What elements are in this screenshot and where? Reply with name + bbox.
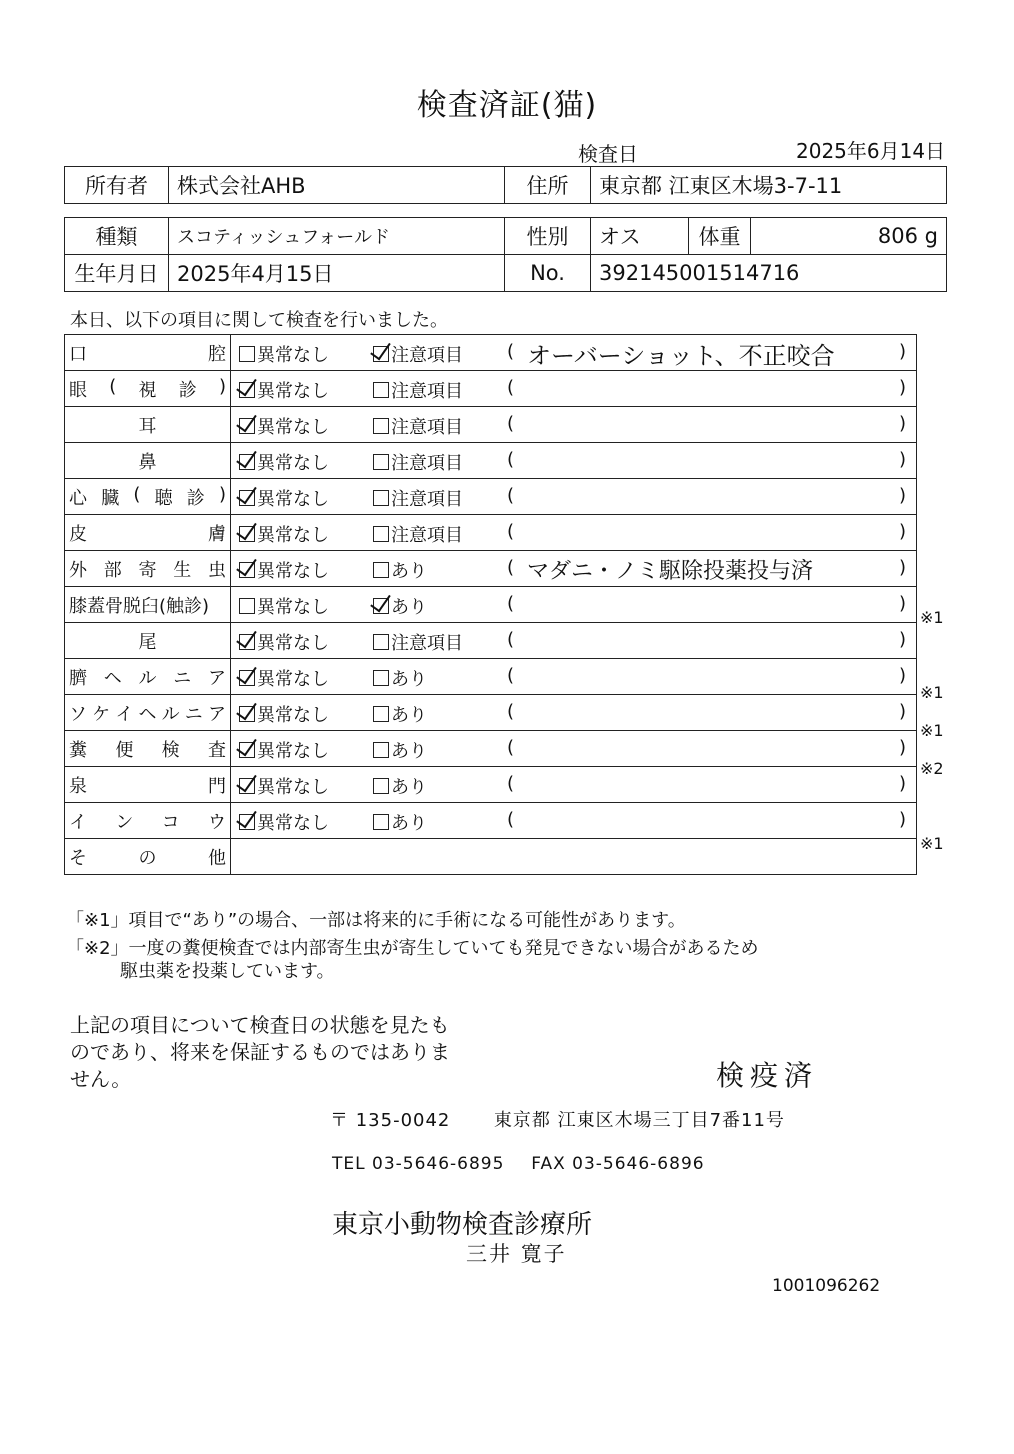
clinic-fax: FAX 03-5646-6896 — [531, 1154, 705, 1174]
checked-box-icon — [239, 454, 255, 470]
owner-value: 株式会社AHB — [169, 167, 505, 204]
paren-close: ) — [899, 449, 907, 470]
exam-item-result — [231, 335, 917, 371]
exam-row — [65, 479, 917, 515]
checkbox-icon — [239, 598, 255, 614]
breed-label: 種類 — [65, 218, 169, 255]
checkbox-icon — [373, 490, 389, 506]
exam-item-result — [231, 803, 917, 839]
option-attention[interactable] — [373, 773, 427, 799]
exam-item-result — [231, 371, 917, 407]
exam-items-table — [64, 334, 917, 875]
option-attention[interactable] — [373, 701, 427, 727]
checkbox-icon — [373, 418, 389, 434]
exam-item-name: 耳 — [65, 407, 231, 443]
checkbox-icon — [373, 526, 389, 542]
exam-row — [65, 587, 917, 623]
option-normal[interactable] — [239, 557, 329, 583]
option-attention[interactable] — [373, 485, 463, 511]
option-attention[interactable] — [373, 593, 427, 619]
serial-number: 1001096262 — [772, 1276, 881, 1296]
paren-close: ) — [899, 809, 907, 830]
clinic-tel: TEL 03-5646-6895 — [332, 1154, 505, 1174]
exam-item-result — [231, 551, 917, 587]
paren-close: ) — [899, 701, 907, 722]
exam-item-name: 尾 — [65, 623, 231, 659]
option-normal[interactable] — [239, 521, 329, 547]
exam-row — [65, 803, 917, 839]
exam-item-result — [231, 623, 917, 659]
option-attention[interactable] — [373, 341, 463, 367]
quarantine-stamp: 検疫済 — [716, 1059, 819, 1092]
exam-item-result — [231, 443, 917, 479]
sex-label: 性別 — [505, 218, 591, 255]
paren-open: ( — [507, 413, 515, 434]
footnote-mark: ※1 — [920, 607, 944, 627]
exam-row — [65, 731, 917, 767]
option-normal[interactable] — [239, 629, 329, 655]
option-attention[interactable] — [373, 737, 427, 763]
exam-row — [65, 407, 917, 443]
exam-item-name: 皮 膚 — [65, 515, 231, 551]
option-normal[interactable] — [239, 701, 329, 727]
paren-open: ( — [507, 629, 515, 650]
exam-item-name: 泉 門 — [65, 767, 231, 803]
checkbox-icon — [373, 454, 389, 470]
option-label: 異常なし — [257, 381, 329, 402]
closing-statement: 上記の項目について検査日の状態を見たものであり、将来を保証するものではありません。 — [70, 1013, 450, 1091]
address-value: 東京都 江東区木場3-7-11 — [591, 167, 947, 204]
option-label: 異常なし — [257, 669, 329, 690]
exam-row — [65, 695, 917, 731]
checked-box-icon — [239, 382, 255, 398]
paren-open: ( — [507, 521, 515, 542]
footnote-mark: ※2 — [920, 758, 944, 778]
option-attention[interactable] — [373, 449, 463, 475]
option-label: 異常なし — [257, 777, 329, 798]
document-title: 検査済証(猫) — [416, 88, 598, 123]
exam-row — [65, 767, 917, 803]
no-value: 392145001514716 — [591, 255, 947, 292]
option-label: 異常なし — [257, 633, 329, 654]
option-normal[interactable] — [239, 593, 329, 619]
option-attention[interactable] — [373, 809, 427, 835]
option-label: あり — [391, 777, 427, 798]
option-label: 異常なし — [257, 597, 329, 618]
exam-item-result — [231, 407, 917, 443]
clinic-postal: 〒 135-0042 — [330, 1110, 451, 1131]
exam-intro: 本日、以下の項目に関して検査を行いました。 — [70, 310, 448, 331]
exam-comment: オーバーショット、不正咬合 — [527, 342, 835, 370]
clinic-contact-line — [332, 1154, 705, 1174]
other-value[interactable] — [231, 839, 917, 875]
option-normal[interactable] — [239, 413, 329, 439]
paren-open: ( — [507, 593, 515, 614]
pet-table — [64, 217, 947, 292]
checkbox-icon — [373, 634, 389, 650]
option-attention[interactable] — [373, 377, 463, 403]
clinic-name: 東京小動物検査診療所 — [332, 1210, 593, 1240]
exam-row — [65, 443, 917, 479]
checked-box-icon — [239, 562, 255, 578]
footnote-2-line1: 「※2」一度の糞便検査では内部寄生虫が寄生していても発見できない場合があるため — [66, 938, 759, 959]
paren-open: ( — [507, 809, 515, 830]
checkbox-icon — [373, 562, 389, 578]
paren-open: ( — [507, 377, 515, 398]
exam-item-name: 糞 便 検 査 — [65, 731, 231, 767]
paren-close: ) — [899, 341, 907, 362]
dob-value: 2025年4月15日 — [169, 255, 505, 292]
breed-value: スコティッシュフォールド — [169, 218, 505, 255]
exam-item-name: 口 腔 — [65, 335, 231, 371]
paren-open: ( — [507, 737, 515, 758]
checkbox-icon — [239, 346, 255, 362]
paren-close: ) — [899, 485, 907, 506]
option-label: 注意項目 — [391, 381, 463, 402]
option-label: 異常なし — [257, 453, 329, 474]
option-normal[interactable] — [239, 377, 329, 403]
paren-open: ( — [507, 341, 515, 362]
exam-item-name: ソ ケ イ ヘ ル ニ ア — [65, 695, 231, 731]
paren-close: ) — [899, 521, 907, 542]
option-label: 注意項目 — [391, 345, 463, 366]
dob-label: 生年月日 — [65, 255, 169, 292]
option-label: 異常なし — [257, 417, 329, 438]
exam-item-result — [231, 767, 917, 803]
option-normal[interactable] — [239, 809, 329, 835]
checked-box-icon — [239, 670, 255, 686]
exam-item-result — [231, 479, 917, 515]
checked-box-icon — [239, 418, 255, 434]
checked-box-icon — [239, 526, 255, 542]
exam-item-name: 膝蓋骨脱臼(触診) — [65, 587, 231, 623]
checked-box-icon — [373, 598, 389, 614]
paren-open: ( — [507, 557, 515, 578]
paren-open: ( — [507, 485, 515, 506]
exam-row — [65, 551, 917, 587]
paren-close: ) — [899, 737, 907, 758]
owner-label: 所有者 — [65, 167, 169, 204]
option-normal[interactable] — [239, 485, 329, 511]
checkbox-icon — [373, 670, 389, 686]
clinic-address: 東京都 江東区木場三丁目7番11号 — [493, 1110, 785, 1131]
doctor-name: 三井 寛子 — [466, 1242, 567, 1266]
option-label: あり — [391, 705, 427, 726]
paren-close: ) — [899, 557, 907, 578]
paren-close: ) — [899, 593, 907, 614]
option-label: 異常なし — [257, 705, 329, 726]
option-label: 異常なし — [257, 525, 329, 546]
option-label: 注意項目 — [391, 417, 463, 438]
exam-item-name: 鼻 — [65, 443, 231, 479]
exam-row — [65, 659, 917, 695]
option-attention[interactable] — [373, 665, 427, 691]
option-attention[interactable] — [373, 557, 427, 583]
paren-close: ) — [899, 413, 907, 434]
exam-item-result — [231, 695, 917, 731]
sex-value: オス — [591, 218, 689, 255]
exam-row-other — [65, 839, 917, 875]
checked-box-icon — [239, 778, 255, 794]
option-label: 異常なし — [257, 345, 329, 366]
owner-table — [64, 166, 947, 204]
exam-item-result — [231, 587, 917, 623]
paren-open: ( — [507, 701, 515, 722]
footnote-mark: ※1 — [920, 683, 944, 703]
option-label: 異常なし — [257, 489, 329, 510]
exam-row — [65, 335, 917, 371]
option-label: あり — [391, 669, 427, 690]
checked-box-icon — [239, 742, 255, 758]
exam-item-name: 外 部 寄 生 虫 — [65, 551, 231, 587]
option-label: あり — [391, 597, 427, 618]
option-label: 異常なし — [257, 813, 329, 834]
paren-close: ) — [899, 665, 907, 686]
option-normal[interactable] — [239, 773, 329, 799]
weight-value: 806 g — [751, 218, 947, 255]
exam-item-name: イ ン コ ウ — [65, 803, 231, 839]
exam-item-result — [231, 515, 917, 551]
option-normal[interactable] — [239, 737, 329, 763]
exam-item-name: 眼 ( 視 診 ) — [65, 371, 231, 407]
checked-box-icon — [239, 490, 255, 506]
checkbox-icon — [373, 778, 389, 794]
exam-comment: マダニ・ノミ駆除投薬投与済 — [527, 559, 814, 584]
exam-row — [65, 515, 917, 551]
paren-open: ( — [507, 449, 515, 470]
option-label: 異常なし — [257, 561, 329, 582]
option-attention[interactable] — [373, 629, 463, 655]
exam-date-value: 2025年6月14日 — [796, 139, 946, 163]
checked-box-icon — [373, 346, 389, 362]
option-label: あり — [391, 741, 427, 762]
option-label: 注意項目 — [391, 489, 463, 510]
no-label: No. — [505, 255, 591, 292]
exam-item-name: 心 臓 ( 聴 診 ) — [65, 479, 231, 515]
option-normal[interactable] — [239, 341, 329, 367]
checkbox-icon — [373, 742, 389, 758]
option-attention[interactable] — [373, 521, 463, 547]
option-label: 異常なし — [257, 741, 329, 762]
checked-box-icon — [239, 634, 255, 650]
clinic-address-line — [330, 1106, 785, 1132]
paren-close: ) — [899, 629, 907, 650]
option-normal[interactable] — [239, 449, 329, 475]
paren-close: ) — [899, 773, 907, 794]
exam-item-result — [231, 659, 917, 695]
option-label: 注意項目 — [391, 633, 463, 654]
exam-row — [65, 371, 917, 407]
option-attention[interactable] — [373, 413, 463, 439]
exam-item-result — [231, 731, 917, 767]
option-label: あり — [391, 813, 427, 834]
paren-open: ( — [507, 665, 515, 686]
option-label: あり — [391, 561, 427, 582]
other-label: そ の 他 — [65, 839, 231, 875]
checked-box-icon — [239, 706, 255, 722]
option-label: 注意項目 — [391, 525, 463, 546]
paren-close: ) — [899, 377, 907, 398]
exam-date-label: 検査日 — [578, 142, 638, 166]
checked-box-icon — [239, 814, 255, 830]
exam-item-name: 臍 ヘ ル ニ ア — [65, 659, 231, 695]
footnote-mark: ※1 — [920, 834, 944, 854]
checkbox-icon — [373, 382, 389, 398]
option-normal[interactable] — [239, 665, 329, 691]
checkbox-icon — [373, 706, 389, 722]
option-label: 注意項目 — [391, 453, 463, 474]
address-label: 住所 — [505, 167, 591, 204]
weight-label: 体重 — [689, 218, 751, 255]
footnote-2-line2: 駆虫薬を投薬しています。 — [120, 961, 335, 982]
checkbox-icon — [373, 814, 389, 830]
footnote-1: 「※1」項目で“あり”の場合、一部は将来的に手術になる可能性があります。 — [66, 910, 686, 931]
exam-row — [65, 623, 917, 659]
paren-open: ( — [507, 773, 515, 794]
footnote-mark: ※1 — [920, 721, 944, 740]
